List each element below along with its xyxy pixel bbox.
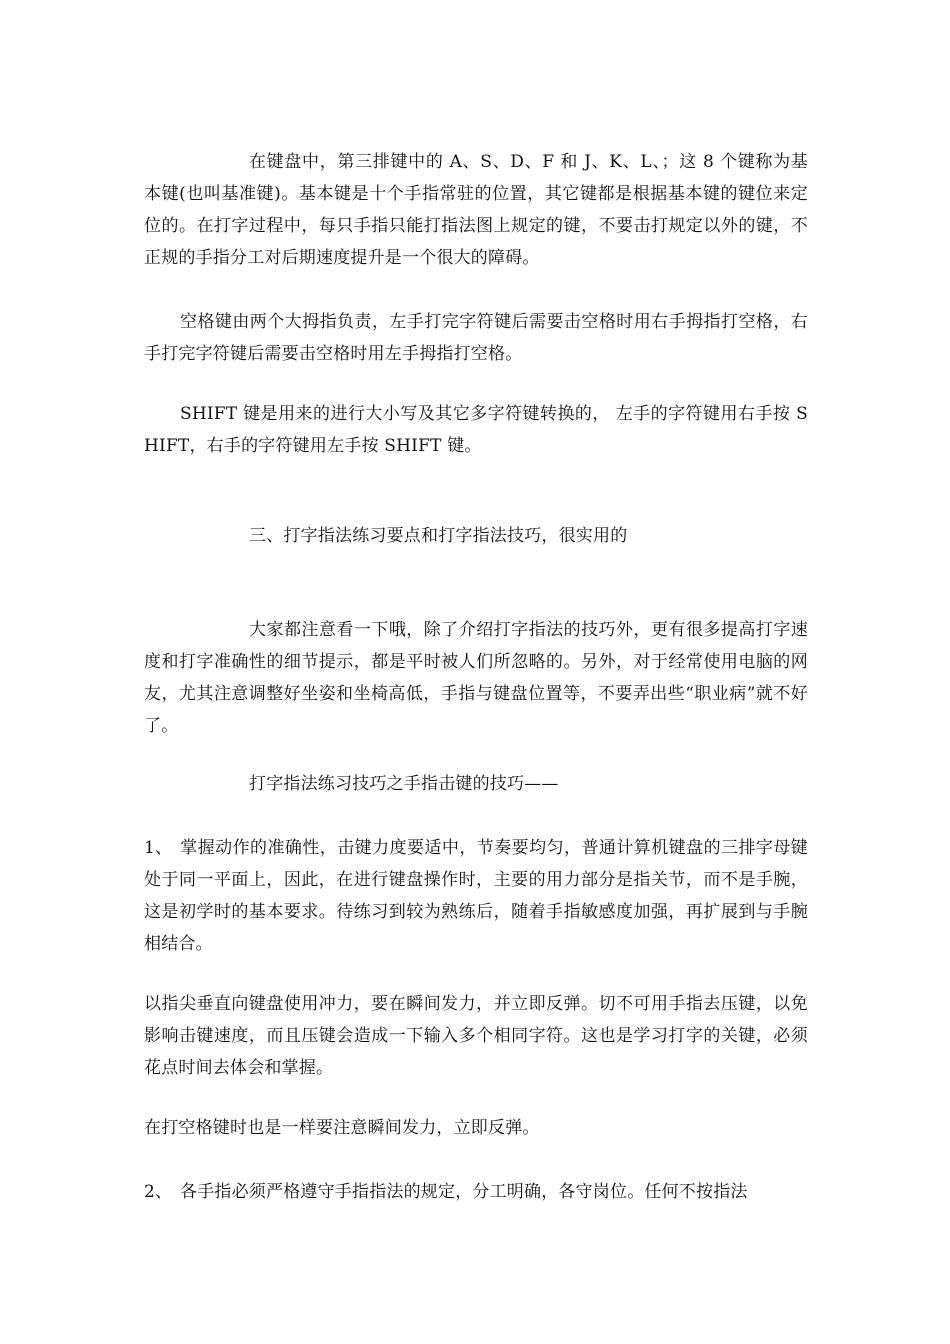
list-item-2-text: 各手指必须严格遵守手指指法的规定，分工明确，各守岗位。任何不按指法: [180, 1182, 748, 1202]
paragraph-home-keys: 在键盘中，第三排键中的 A、S、D、F 和 J、K、L、；这 8 个键称为基本键(也叫基准键)。基本键是十个手指常驻的位置，其它键都是根据基本键的键位来定位的。在打字过程中，每只手指只能打指法图上规定的键，不要击打规定以外的键，不正规的手指分工对后期速度提升是一个很大的障碍。: [144, 152, 808, 268]
section-heading-3: 三、打字指法练习要点和打字指法技巧，很实用的: [249, 526, 628, 546]
list-item-1-number: 1、: [144, 838, 173, 858]
list-item-2: [144, 1176, 808, 1208]
paragraph-shift-key: SHIFT 键是用来的进行大小写及其它多字符键转换的， 左手的字符键用右手按 SHIFT，右手的字符键用左手按 SHIFT 键。: [144, 404, 808, 456]
list-item-1: [144, 832, 808, 960]
paragraph-space-key: 空格键由两个大拇指负责，左手打完字符键后需要击空格时用右手拇指打空格，右手打完字符键后需要击空格时用左手拇指打空格。: [144, 312, 808, 364]
paragraph-intro-tips: 大家都注意看一下哦，除了介绍打字指法的技巧外，更有很多提高打字速度和打字准确性的细节提示，都是平时被人们所忽略的。另外，对于经常使用电脑的网友，尤其注意调整好坐姿和坐椅高低，手指与键盘位置等，不要弄出些“职业病”就不好了。: [144, 620, 808, 736]
paragraph-space-bar-tip: 在打空格键时也是一样要注意瞬间发力，立即反弹。: [144, 1118, 540, 1138]
paragraph-fingertip-force: 以指尖垂直向键盘使用冲力，要在瞬间发力，并立即反弹。切不可用手指去压键，以免影响击键速度，而且压键会造成一下输入多个相同字符。这也是学习打字的关键，必须花点时间去体会和掌握。: [144, 994, 808, 1078]
list-item-2-number: 2、: [144, 1182, 173, 1202]
subheading-keystroke-tips: 打字指法练习技巧之手指击键的技巧——: [249, 774, 559, 794]
list-item-1-text: 掌握动作的准确性，击键力度要适中，节奏要均匀，普通计算机键盘的三排字母键处于同一平面上，因此，在进行键盘操作时，主要的用力部分是指关节，而不是手腕，这是初学时的基本要求。待练习到较为熟练后，随着手指敏感度加强，再扩展到与手腕相结合。: [144, 838, 808, 954]
